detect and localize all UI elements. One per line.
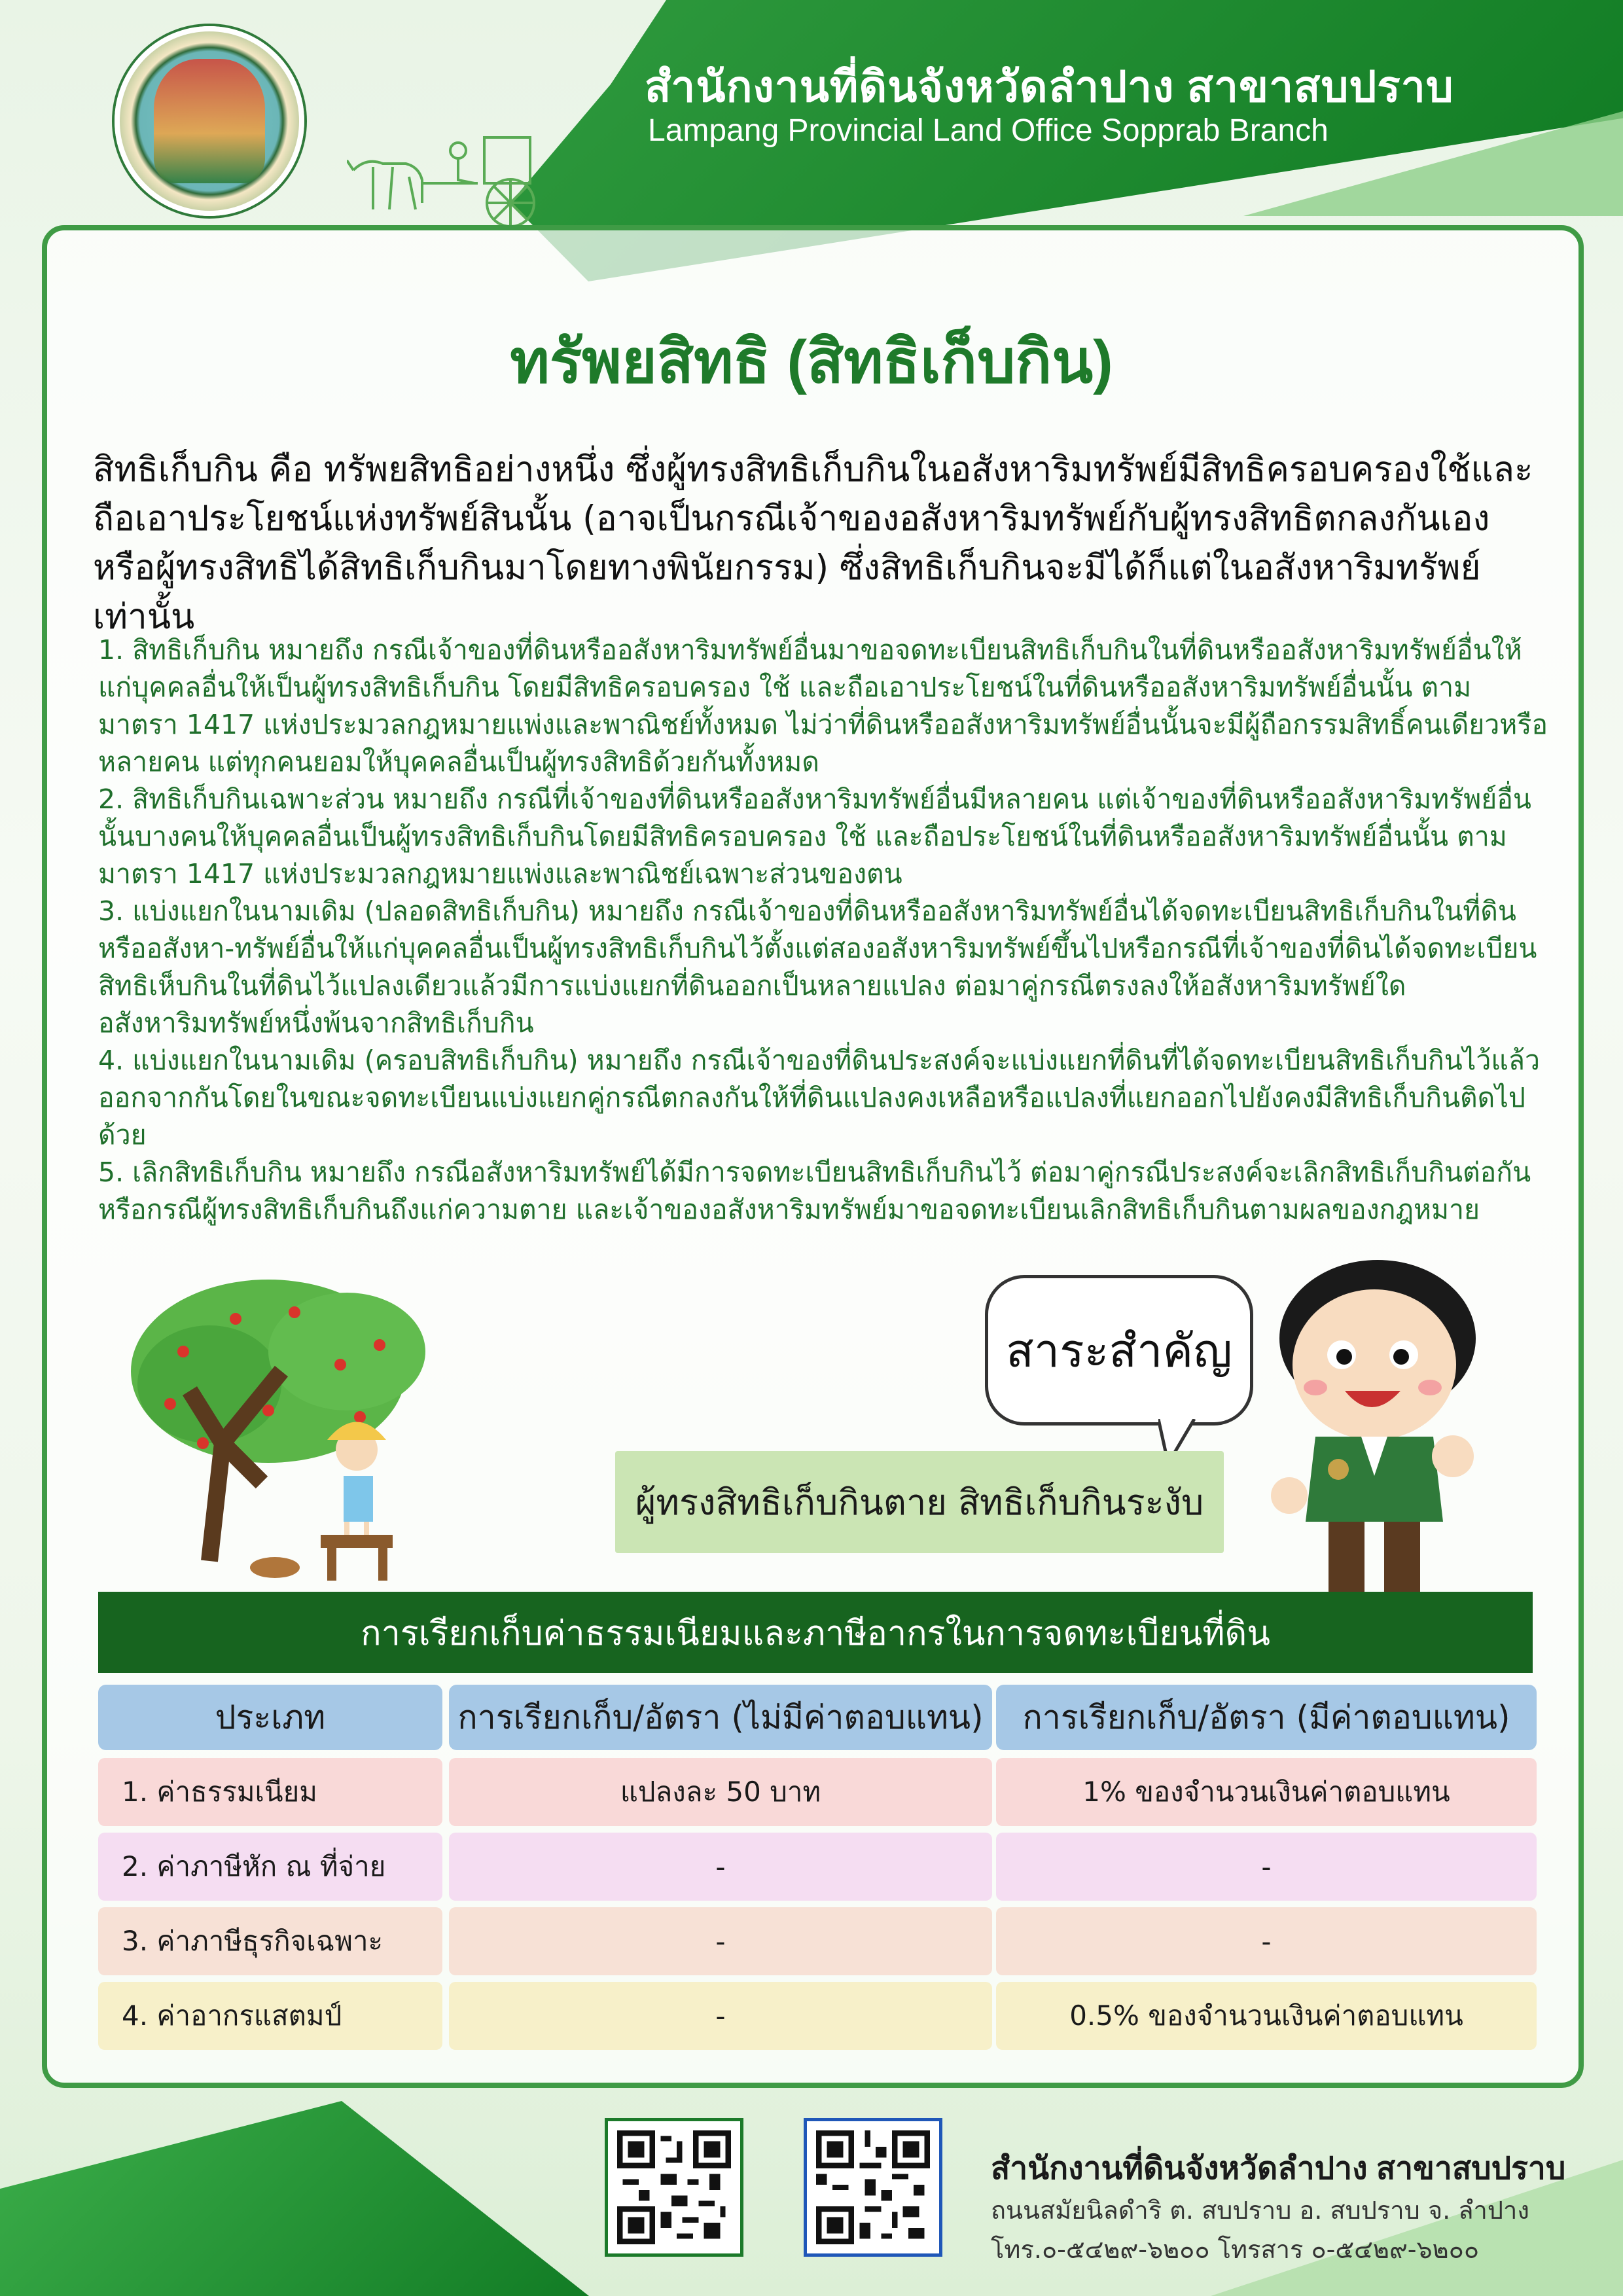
list-item: 1. สิทธิเก็บกิน หมายถึง กรณีเจ้าของที่ดินหรืออสังหาริมทรัพย์อื่นมาขอจดทะเบียนสิทธิเก็บกินในที่ดินหรืออสังหาริมทรัพย์อื่นให้แก่บุคคลอื่นให้เป็นผู้ทรงสิทธิเก็บกิน โดยมีสิทธิครอบครอง ใช้ และถือเอาประโยชน์ในที่ดินหรืออสังหาริมทรัพย์อื่นนั้น ตามมาตรา 1417 แห่งประมวลกฎหมายแพ่งและพาณิชย์ทั้งหมด ไม่ว่าที่ดินหรืออสังหาริมทรัพย์อื่นนั้นจะมีผู้ถือกรรมสิทธิ์คนเดียวหรือหลายคน แต่ทุกคนยอมให้บุคคลอื่นเป็นผู้ทรงสิทธิด้วยกันทั้งหมด xyxy=(98,634,1548,778)
list-item: 2. สิทธิเก็บกินเฉพาะส่วน หมายถึง กรณีที่เจ้าของที่ดินหรืออสังหาริมทรัพย์อื่นมีหลายคน แต่เจ้าของที่ดินหรืออสังหาริมทรัพย์อื่นนั้นบางคนให้บุคคลอื่นเป็นผู้ทรงสิทธิเก็บกินโดยมีสิทธิครอบครอง ใช้ และถือประโยชน์ในที่ดินหรืออสังหาริมทรัพย์อื่นนั้น ตามมาตรา 1417 แห่งประมวลกฎหมายแพ่งและพาณิชย์เฉพาะส่วนของตน xyxy=(98,783,1531,889)
table-cell-no-comp: - xyxy=(449,1907,992,1975)
seal-emblem xyxy=(154,59,265,183)
qr-code-facebook[interactable] xyxy=(804,2118,942,2257)
key-point-box xyxy=(615,1451,1224,1553)
officer-mascot-illustration xyxy=(1263,1260,1479,1646)
definition-list xyxy=(98,632,1548,1229)
qr-code-icon xyxy=(816,2130,930,2244)
list-item: 5. เลิกสิทธิเก็บกิน หมายถึง กรณีอสังหาริมทรัพย์ได้มีการจดทะเบียนสิทธิเก็บกินไว้ ต่อมาคู่กรณีประสงค์จะเลิกสิทธิเก็บกินต่อกัน หรือกรณีผู้ทรงสิทธิเก็บกินถึงแก่ความตาย และเจ้าของอสังหาริมทรัพย์มาขอจดทะเบียนเลิกสิทธิเก็บกินตามผลของกฎหมาย xyxy=(98,1157,1531,1225)
footer-left-shape xyxy=(0,2101,589,2296)
qr-code-line[interactable] xyxy=(605,2118,743,2257)
column-header-with-compensation: การเรียกเก็บ/อัตรา (มีค่าตอบแทน) xyxy=(996,1685,1537,1750)
intro-paragraph: สิทธิเก็บกิน คือ ทรัพยสิทธิอย่างหนึ่ง ซึ่งผู้ทรงสิทธิเก็บกินในอสังหาริมทรัพย์มีสิทธิครอบครองใช้และถือเอาประโยชน์แห่งทรัพย์สินนั้น (อาจเป็นกรณีเจ้าของอสังหาริมทรัพย์กับผู้ทรงสิทธิตกลงกันเองหรือผู้ทรงสิทธิได้สิทธิเก็บกินมาโดยทางพินัยกรรม) ซึ่งสิทธิเก็บกินจะมีได้ก็แต่ในอสังหาริมทรัพย์เท่านั้น xyxy=(93,450,1533,637)
table-cell-with-comp: 0.5% ของจำนวนเงินค่าตอบแทน xyxy=(996,1982,1537,2050)
footer-phone: โทร.๐-๕๔๒๙-๖๒๐๐ โทรสาร ๐-๕๔๒๙-๖๒๐๐ xyxy=(991,2235,1480,2264)
qr-code-icon xyxy=(617,2130,731,2244)
fee-table-title: การเรียกเก็บค่าธรรมเนียมและภาษีอากรในการจดทะเบียนที่ดิน xyxy=(361,1613,1270,1653)
table-cell-type: 4. ค่าอากรแสตมป์ xyxy=(98,1982,442,2050)
footer-address: ถนนสมัยนิลดำริ ต. สบปราบ อ. สบปราบ จ. ลำปาง xyxy=(991,2196,1529,2225)
list-item: 3. แบ่งแยกในนามเดิม (ปลอดสิทธิเก็บกิน) หมายถึง กรณีเจ้าของที่ดินหรืออสังหาริมทรัพย์อื่นได้จดทะเบียนสิทธิเก็บกินในที่ดินหรืออสังหา-ทรัพย์อื่นให้แก่บุคคลอื่นเป็นผู้ทรงสิทธิเก็บกินไว้ตั้งแต่สองอสังหาริมทรัพย์ขึ้นไปหรือกรณีที่เจ้าของที่ดินได้จดทะเบียนสิทธิเห็บกินในที่ดินไว้แปลงเดียวแล้วมีการแบ่งแยกที่ดินออกเป็นหลายแปลง ต่อมาคู่กรณีตรงลงให้อสังหาริมทรัพย์ใดอสังหาริมทรัพย์หนึ่งพ้นจากสิทธิเก็บกิน xyxy=(98,895,1537,1039)
table-cell-no-comp: - xyxy=(449,1982,992,2050)
fee-table-title-bar xyxy=(98,1592,1533,1673)
bubble-text: สาระสำคัญ xyxy=(1006,1325,1232,1376)
column-header-type: ประเภท xyxy=(98,1685,442,1750)
table-cell-type: 1. ค่าธรรมเนียม xyxy=(98,1758,442,1826)
office-name-thai: สำนักงานที่ดินจังหวัดลำปาง สาขาสบปราบ xyxy=(645,62,1454,111)
table-cell-no-comp: แปลงละ 50 บาท xyxy=(449,1758,992,1826)
provincial-seal-logo xyxy=(115,26,304,216)
table-cell-type: 3. ค่าภาษีธุรกิจเฉพาะ xyxy=(98,1907,442,1975)
tree-girl-illustration xyxy=(131,1273,458,1587)
horse-carriage-icon xyxy=(347,131,563,229)
key-point-text: ผู้ทรงสิทธิเก็บกินตาย สิทธิเก็บกินระงับ xyxy=(635,1482,1204,1523)
column-header-no-compensation: การเรียกเก็บ/อัตรา (ไม่มีค่าตอบแทน) xyxy=(449,1685,992,1750)
table-cell-type: 2. ค่าภาษีหัก ณ ที่จ่าย xyxy=(98,1833,442,1901)
office-name-english: Lampang Provincial Land Office Sopprab Branch xyxy=(648,113,1329,148)
table-cell-with-comp: 1% ของจำนวนเงินค่าตอบแทน xyxy=(996,1758,1537,1826)
page-title: ทรัพยสิทธิ (สิทธิเก็บกิน) xyxy=(510,329,1113,395)
footer-office-name: สำนักงานที่ดินจังหวัดลำปาง สาขาสบปราบ xyxy=(991,2151,1566,2186)
speech-bubble xyxy=(985,1275,1253,1426)
table-cell-no-comp: - xyxy=(449,1833,992,1901)
table-cell-with-comp: - xyxy=(996,1833,1537,1901)
table-cell-with-comp: - xyxy=(996,1907,1537,1975)
list-item: 4. แบ่งแยกในนามเดิม (ครอบสิทธิเก็บกิน) หมายถึง กรณีเจ้าของที่ดินประสงค์จะแบ่งแยกที่ดินที่ได้จดทะเบียนสิทธิเก็บกินไว้แล้วออกจากกันโดยในขณะจดทะเบียนแบ่งแยกคู่กรณีตกลงกันให้ที่ดินแปลงคงเหลือหรือแปลงที่แยกออกไปยังคงมีสิทธิเก็บกินติดไปด้วย xyxy=(98,1045,1540,1151)
